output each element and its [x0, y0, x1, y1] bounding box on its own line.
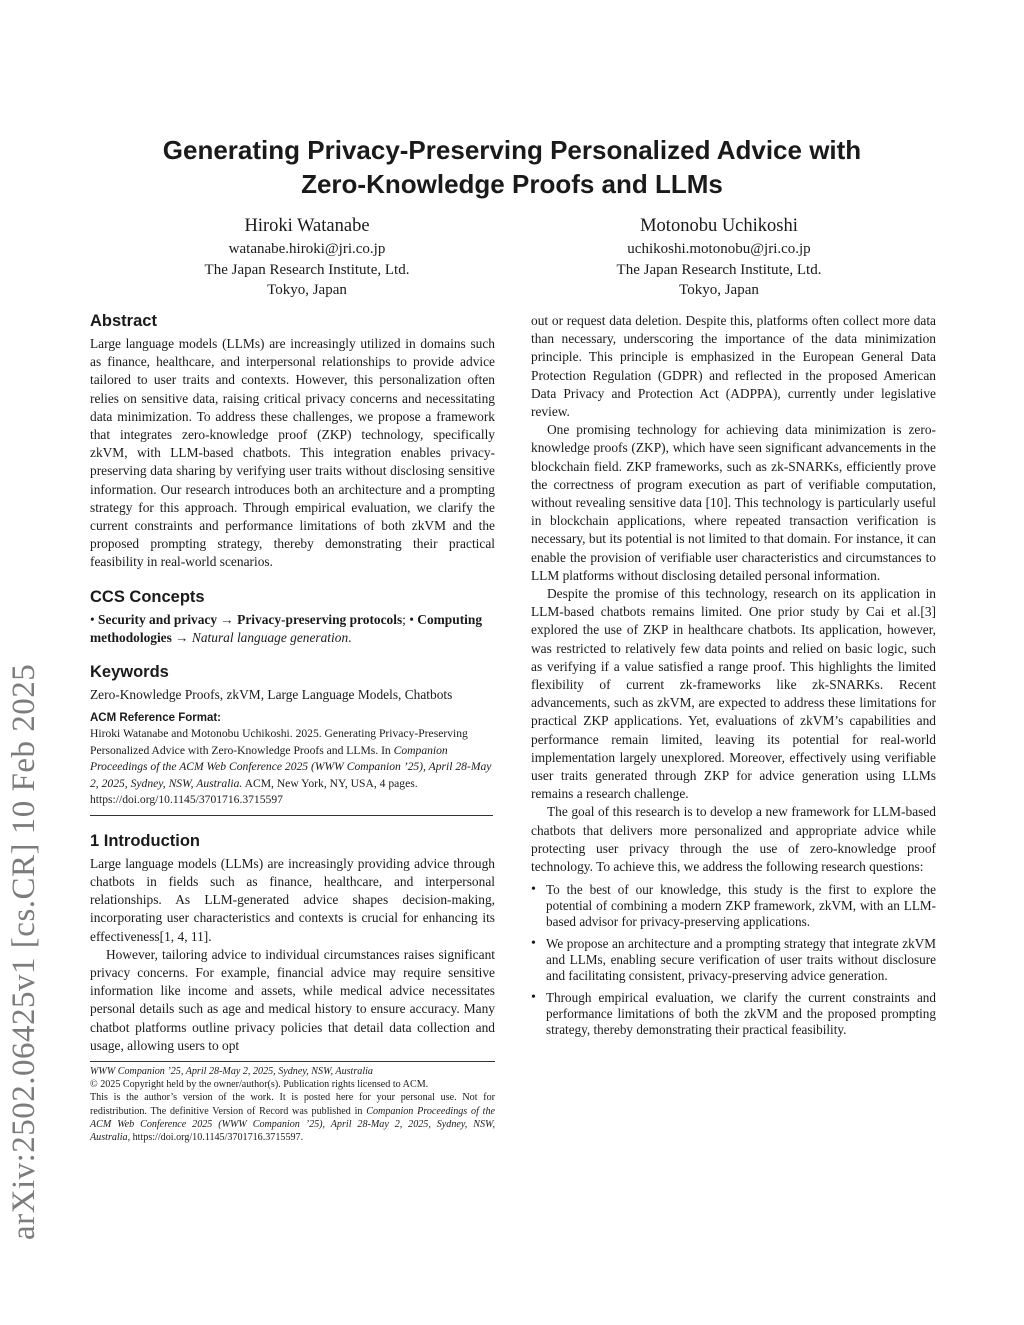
- ccs-concept-privacy-protocols: Privacy-preserving protocols: [237, 611, 403, 627]
- author-affiliation: The Japan Research Institute, Ltd.: [616, 261, 822, 278]
- ccs-arrow: →: [217, 611, 238, 627]
- intro-paragraph-1: Large language models (LLMs) are increasingly providing advice through chatbots in fields such as finance, healthcare, and interpersonal relationships. As LLM-generated advice shapes decision-making, incorporating user characteristics and contexts is crucial for enhancing its effectiveness[1, 4, 11].: [90, 855, 495, 944]
- author-email: watanabe.hiroki@jri.co.jp: [228, 241, 386, 257]
- footnote-version-plain: This is the author’s version of the work. It is posted here for your personal use. Not for redistribution. The definitive Version of Record was published in: [90, 1092, 495, 1117]
- author-name: Motonobu Uchikoshi: [640, 216, 798, 236]
- author-block-1: [137, 214, 477, 301]
- title-line-2: Zero-Knowledge Proofs and LLMs: [301, 169, 723, 199]
- ccs-concept-security: Security and privacy: [98, 611, 218, 627]
- keywords-heading: Keywords: [90, 663, 169, 682]
- author-location: Tokyo, Japan: [679, 282, 759, 298]
- ccs-separator: ; •: [402, 611, 418, 627]
- paper-title: [100, 133, 924, 201]
- acm-ref-plain: Hiroki Watanabe and Motonobu Uchikoshi. 2025. Generating Privacy-Preserving Personalized Advice with Zero-Knowledge Proofs and LLMs. In: [90, 727, 468, 757]
- list-item: • To the best of our knowledge, this study is the first to explore the potential of combining a modern ZKP framework, zkVM, with an LLM-based advisor for privacy-preserving applications.: [531, 882, 936, 930]
- footnote-divider: [90, 1061, 495, 1062]
- ccs-text: [90, 611, 495, 647]
- footnote-copyright: © 2025 Copyright held by the owner/author(s). Publication rights licensed to ACM.: [90, 1079, 429, 1091]
- ccs-end: .: [348, 629, 352, 645]
- footnote-version: [90, 1091, 495, 1144]
- footnote-version-end: , https://doi.org/10.1145/3701716.3715597.: [127, 1132, 304, 1143]
- acm-ref-text: [90, 726, 495, 809]
- title-line-1: Generating Privacy-Preserving Personalized Advice with: [162, 135, 862, 165]
- right-column: [531, 312, 936, 1044]
- acm-ref-end: ACM, New York, NY, USA, 4 pages. https://doi.org/10.1145/3701716.3715597: [90, 776, 418, 807]
- list-item: • Through empirical evaluation, we clarify the current constraints and performance limitations of both the zkVM and the proposed prompting strategy, thereby demonstrating their practical feasibility.: [531, 990, 936, 1038]
- ccs-concept-nlg: Natural language generation: [191, 629, 349, 645]
- author-block-2: [549, 214, 889, 301]
- abstract-text: Large language models (LLMs) are increasingly utilized in domains such as finance, healthcare, and interpersonal relationships to provide advice tailored to user traits and contexts. However, this personalization often relies on sensitive data, raising critical privacy concerns and necessitating data minimization. To address these challenges, we propose a framework that integrates zero-knowledge proof (ZKP) technology, specifically zkVM, with LLM-based chatbots. This integration enables privacy-preserving data sharing by verifying user traits without disclosing sensitive information. Our research introduces both an architecture and a prompting strategy for this approach. Through empirical evaluation, we clarify the current constraints and performance limitations of both zkVM and the proposed prompting strategy, thereby demonstrating their practical feasibility in real-world scenarios.: [90, 336, 495, 570]
- author-location: Tokyo, Japan: [267, 282, 347, 298]
- intro-paragraph-6: The goal of this research is to develop a new framework for LLM-based chatbots that delivers more personalized and appropriate advice while protecting user privacy through the use of zero-knowledge proof technology. To achieve this, we address the following research questions:: [531, 804, 936, 875]
- intro-paragraph-5: Despite the promise of this technology, research on its application in LLM-based chatbots remains limited. One prior study by Cai et al.[3] explored the use of ZKP in healthcare chatbots. Its application, however, was restricted to relatively few data points and relied on basic logic, such as verifying if a value satisfied a range proof. This highlights the limited flexibility of current zk-frameworks like zk-SNARKs. Recent advancements, such as zkVM, are expected to address these limitations for practical ZKP applications. Yet, evaluations of zkVM’s capabilities and performance remain limited, leaving its potential for real-world implementation largely unexplored. Moreover, effectively using verifiable user traits generated through ZKP for advice generation using LLMs remains a research challenge.: [531, 586, 936, 802]
- author-email: uchikoshi.motonobu@jri.co.jp: [627, 241, 811, 257]
- footnote-venue: WWW Companion ’25, April 28-May 2, 2025, Sydney, NSW, Australia: [90, 1065, 373, 1077]
- ccs-concept-computing: Computing methodologies: [90, 611, 483, 645]
- ccs-bullet: •: [90, 611, 99, 627]
- footnote-version-venue: Companion Proceedings of the ACM Web Conference 2025 (WWW Companion ’25), April 28-May 2, 2025, Sydney, NSW, Australia: [90, 1105, 495, 1143]
- acm-ref-divider: [90, 815, 493, 816]
- intro-paragraph-3: out or request data deletion. Despite this, platforms often collect more data than necessary, underscoring the importance of the data minimization principle. This principle is emphasized in the European General Data Protection Regulation (GDPR) and reflected in the proposed American Data Privacy and Protection Act (ADPPA), currently under legislative review.: [531, 313, 936, 420]
- author-affiliation: The Japan Research Institute, Ltd.: [204, 261, 410, 278]
- ccs-arrow: →: [171, 629, 192, 645]
- intro-heading: 1 Introduction: [90, 831, 200, 850]
- research-questions-list: [531, 882, 936, 1038]
- intro-paragraph-2: However, tailoring advice to individual circumstances raises significant privacy concerns. For example, financial advice may require sensitive information like income and assets, while medical advice necessitates personal details such as age and medical history to ensure accuracy. Many chatbot platforms outline privacy policies that detail data collection and usage, allowing users to opt: [90, 946, 495, 1053]
- footnote: [90, 1065, 495, 1144]
- acm-ref-venue: Companion Proceedings of the ACM Web Conference 2025 (WWW Companion ’25), April 28-May 2, 2025, Sydney, NSW, Australia.: [90, 743, 492, 790]
- abstract-heading: Abstract: [90, 312, 157, 330]
- intro-paragraph-4: One promising technology for achieving data minimization is zero-knowledge proofs (ZKP), which have seen significant advancements in the blockchain field. ZKP frameworks, such as zk-SNARKs, efficiently prove the correctness of program execution as part of verifiable computation, without revealing sensitive data [10]. This technology is particularly useful in blockchain applications, where repeated transaction verification is necessary, but its potential is not limited to that domain. For instance, it can enable the provision of verifiable user characteristics and circumstances to LLM platforms without disclosing detailed personal information.: [531, 422, 936, 583]
- arxiv-identifier-stamp: arXiv:2502.06425v1 [cs.CR] 10 Feb 2025: [6, 663, 42, 1240]
- list-item: • We propose an architecture and a prompting strategy that integrate zkVM and LLMs, enabling secure verification of user traits without disclosure and facilitating consistent, privacy-preserving advice generation.: [531, 936, 936, 984]
- keywords-text: Zero-Knowledge Proofs, zkVM, Large Language Models, Chatbots: [90, 687, 453, 703]
- author-name: Hiroki Watanabe: [244, 216, 370, 236]
- left-column: [90, 310, 495, 1144]
- ccs-heading: CCS Concepts: [90, 587, 205, 606]
- acm-ref-heading: ACM Reference Format:: [90, 712, 221, 725]
